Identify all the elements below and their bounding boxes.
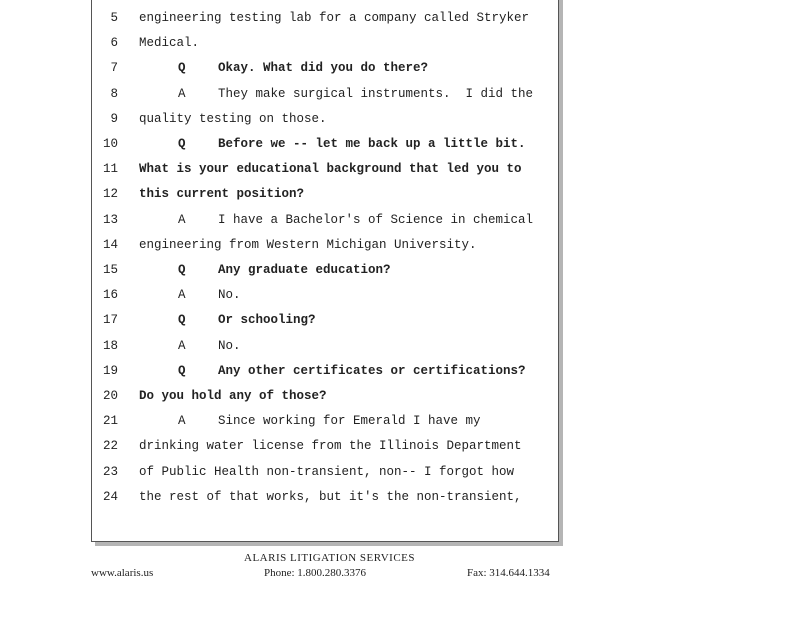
transcript-line xyxy=(92,162,562,182)
speaker-label: A xyxy=(178,212,186,227)
line-number: 16 xyxy=(102,288,118,303)
transcript-page xyxy=(91,0,559,542)
line-text: No. xyxy=(218,338,241,353)
line-text: Since working for Emerald I have my xyxy=(218,414,481,429)
line-text: I have a Bachelor's of Science in chemical xyxy=(218,212,534,227)
speaker-label: A xyxy=(178,338,186,353)
line-number: 12 xyxy=(102,187,118,202)
line-text: Any graduate education? xyxy=(218,263,391,277)
transcript-line xyxy=(92,112,562,132)
transcript-line-partial xyxy=(92,0,562,6)
speaker-label: Q xyxy=(178,137,186,151)
line-text: quality testing on those. xyxy=(139,111,327,126)
line-number: 13 xyxy=(102,212,118,227)
line-text: Okay. What did you do there? xyxy=(218,61,429,76)
line-number: 10 xyxy=(102,137,118,151)
line-text: Do you hold any of those? xyxy=(139,389,327,403)
transcript-line xyxy=(92,87,562,107)
line-number: 8 xyxy=(110,86,118,101)
speaker-label: Q xyxy=(178,313,186,328)
speaker-label: A xyxy=(178,288,186,303)
line-number: 11 xyxy=(102,162,118,177)
footer-phone: Phone: 1.800.280.3376 xyxy=(264,567,367,579)
transcript-line xyxy=(92,187,562,207)
transcript-line xyxy=(92,263,562,283)
line-text: Any other certificates or certifications? xyxy=(218,363,526,378)
speaker-label: Q xyxy=(178,61,186,76)
line-text: What is your educational background that led you to xyxy=(139,162,522,177)
transcript-line xyxy=(92,288,562,308)
transcript-line xyxy=(92,414,562,434)
transcript-line xyxy=(92,137,562,157)
line-number: 7 xyxy=(110,61,118,76)
footer-website: www.alaris.us xyxy=(91,567,154,579)
line-number: 21 xyxy=(102,414,118,429)
footer-company: ALARIS LITIGATION SERVICES xyxy=(244,552,416,564)
transcript-line xyxy=(92,389,562,409)
line-number: 18 xyxy=(102,338,118,353)
line-number: 6 xyxy=(110,36,118,51)
transcript-line xyxy=(92,490,562,510)
line-text: Or schooling? xyxy=(218,313,316,328)
line-number: 17 xyxy=(102,313,118,328)
transcript-line xyxy=(92,238,562,258)
line-text: this current position? xyxy=(139,187,305,202)
transcript-line xyxy=(92,213,562,233)
transcript-line xyxy=(92,61,562,81)
line-number: 20 xyxy=(102,389,118,403)
line-text: No. xyxy=(218,288,241,303)
line-text: drinking water license from the Illinois Department xyxy=(139,439,522,454)
line-text: Before we -- let me back up a little bit. xyxy=(218,137,526,151)
speaker-label: Q xyxy=(178,363,186,378)
line-number: 5 xyxy=(110,11,118,25)
transcript-line xyxy=(92,36,562,56)
transcript-line xyxy=(92,364,562,384)
line-text: Medical. xyxy=(139,36,200,51)
line-number: 15 xyxy=(102,263,118,277)
transcript-line xyxy=(92,465,562,485)
speaker-label: A xyxy=(178,414,186,429)
speaker-label: A xyxy=(178,86,186,101)
line-number: 19 xyxy=(102,363,118,378)
transcript-line xyxy=(92,339,562,359)
footer-fax: Fax: 314.644.1334 xyxy=(467,567,550,579)
transcript-line xyxy=(92,11,562,31)
line-text: the rest of that works, but it's the non-transient, xyxy=(139,489,522,504)
line-number: 22 xyxy=(102,439,118,454)
line-text: of Public Health non-transient, non-- I forgot how xyxy=(139,464,515,479)
line-text: engineering testing lab for a company called Stryker xyxy=(139,11,530,25)
line-number: 24 xyxy=(102,489,118,504)
line-number: 23 xyxy=(102,464,118,479)
speaker-label: Q xyxy=(178,263,186,277)
line-text: engineering from Western Michigan University. xyxy=(139,237,477,252)
line-number: 9 xyxy=(110,111,118,126)
line-text: They make surgical instruments. I did the xyxy=(218,86,534,101)
line-number: 14 xyxy=(102,237,118,252)
transcript-line xyxy=(92,439,562,459)
transcript-line xyxy=(92,313,562,333)
